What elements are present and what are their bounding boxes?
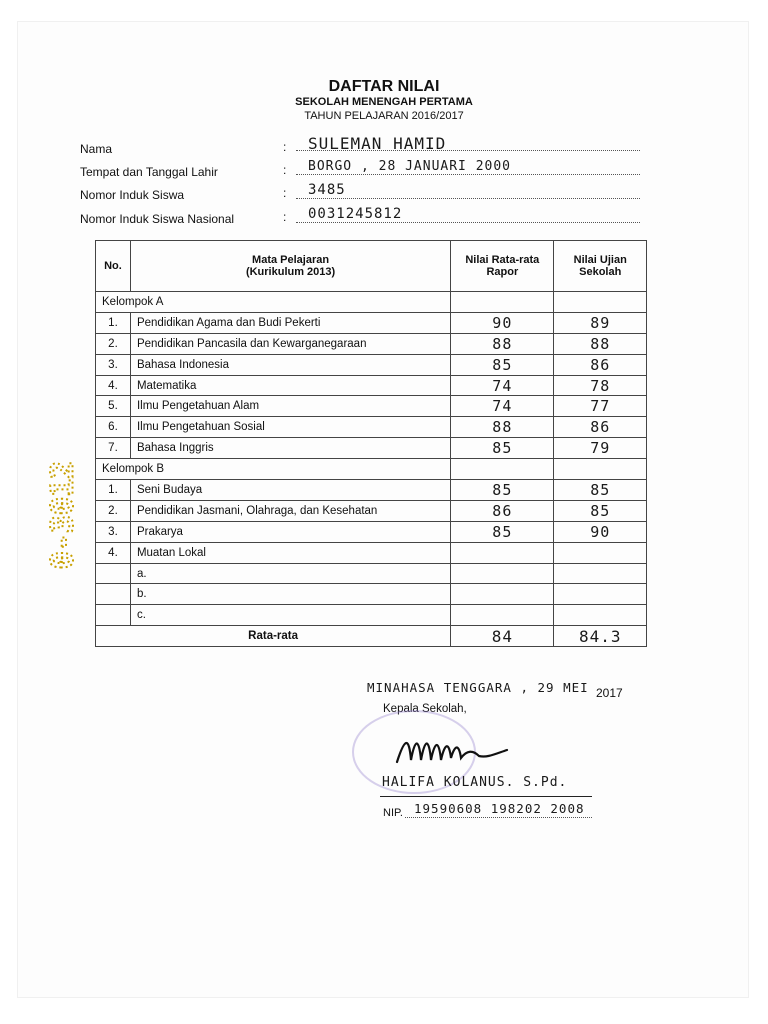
exam-score: 89 [554,312,647,333]
dotted-line [405,817,592,818]
document-title: DAFTAR NILAI [328,78,440,95]
exam-score [554,542,647,563]
header-subject [130,241,450,292]
colon: : [283,210,287,224]
name-label: Nama [80,142,113,156]
row-no: 2. [96,333,131,354]
exam-score: 85 [554,500,647,521]
header-report-line2: Rapor [486,266,519,278]
report-score: 88 [451,333,554,354]
header-subject-line1: Mata Pelajaran [252,254,330,266]
exam-score: 88 [554,333,647,354]
empty-cell [554,459,647,480]
empty-cell [554,563,647,584]
table-header-row [96,241,647,292]
exam-score: 85 [554,480,647,501]
empty-cell [451,605,554,626]
nis-label: Nomor Induk Siswa [80,188,185,202]
average-row [96,626,647,647]
colon: : [283,163,287,177]
table-subrow [96,605,647,626]
row-subject: Muatan Lokal [130,542,450,563]
table-row [96,312,647,333]
exam-score: 79 [554,438,647,459]
empty-cell [451,563,554,584]
table-subrow [96,584,647,605]
exam-score: 78 [554,375,647,396]
empty-cell [554,292,647,313]
group-a-label: Kelompok A [96,292,451,313]
nisn-value: 0031245812 [308,206,403,222]
row-subject: Pendidikan Pancasila dan Kewarganegaraan [130,333,450,354]
dotted-line [296,198,640,199]
row-no: 4. [96,542,131,563]
report-score: 88 [451,417,554,438]
signature-year: 2017 [596,686,623,700]
dotted-line [296,174,640,175]
report-score: 85 [451,480,554,501]
nip-label: NIP. [383,807,403,819]
dotted-line [296,222,640,223]
row-subject: Bahasa Indonesia [130,354,450,375]
principal-name: HALIFA KOLANUS. S.Pd. [382,775,568,790]
birth-label: Tempat dan Tanggal Lahir [80,165,218,179]
colon: : [283,186,287,200]
header-exam-line1: Nilai Ujian [573,254,627,266]
group-row [96,459,647,480]
row-subject: Pendidikan Agama dan Budi Pekerti [130,312,450,333]
dotted-line [296,150,640,151]
academic-year: TAHUN PELAJARAN 2016/2017 [304,110,464,122]
stamp-number-text: 0-3012 [45,460,81,570]
grades-table [95,240,647,647]
empty-cell [451,292,554,313]
empty-cell [96,605,131,626]
report-score: 85 [451,521,554,542]
row-no: 3. [96,354,131,375]
row-no: 5. [96,396,131,417]
exam-score: 86 [554,417,647,438]
table-row [96,417,647,438]
row-no: 3. [96,521,131,542]
row-subject: Matematika [130,375,450,396]
row-no: 2. [96,500,131,521]
stamp-number [44,440,84,590]
average-report: 84 [451,626,554,647]
colon: : [283,140,287,154]
row-subject: Ilmu Pengetahuan Sosial [130,417,450,438]
row-subject: Prakarya [130,521,450,542]
group-b-label: Kelompok B [96,459,451,480]
row-subject: Bahasa Inggris [130,438,450,459]
name-value: SULEMAN HAMID [308,134,447,153]
subrow-label: c. [130,605,450,626]
empty-cell [554,584,647,605]
nisn-label: Nomor Induk Siswa Nasional [80,212,235,226]
header-report [451,241,554,292]
subrow-label: b. [130,584,450,605]
report-score: 90 [451,312,554,333]
group-row [96,292,647,313]
signature-title: Kepala Sekolah, [383,703,467,715]
report-score: 85 [451,354,554,375]
row-subject: Pendidikan Jasmani, Olahraga, dan Kesehatan [130,500,450,521]
header-report-line1: Nilai Rata-rata [465,254,540,266]
table-row [96,480,647,501]
signature-scribble [395,732,515,768]
table-row [96,375,647,396]
header-subject-line2: (Kurikulum 2013) [245,266,336,278]
empty-cell [451,584,554,605]
subrow-label: a. [130,563,450,584]
empty-cell [96,563,131,584]
report-score [451,542,554,563]
row-no: 4. [96,375,131,396]
average-exam: 84.3 [554,626,647,647]
report-score: 74 [451,396,554,417]
row-subject: Seni Budaya [130,480,450,501]
table-row [96,542,647,563]
nip-value: 19590608 198202 2008 [414,801,585,816]
table-row [96,396,647,417]
empty-cell [451,459,554,480]
nis-value: 3485 [308,182,346,198]
row-no: 1. [96,480,131,501]
exam-score: 77 [554,396,647,417]
place-date: MINAHASA TENGGARA , 29 MEI [367,680,589,695]
empty-cell [96,584,131,605]
name-underline [380,796,592,797]
report-score: 74 [451,375,554,396]
row-no: 7. [96,438,131,459]
table-row [96,354,647,375]
table-row [96,438,647,459]
header-exam [554,241,647,292]
exam-score: 90 [554,521,647,542]
row-subject: Ilmu Pengetahuan Alam [130,396,450,417]
average-label: Rata-rata [96,626,451,647]
report-score: 85 [451,438,554,459]
table-subrow [96,563,647,584]
table-row [96,500,647,521]
empty-cell [554,605,647,626]
exam-score: 86 [554,354,647,375]
table-row [96,333,647,354]
table-row [96,521,647,542]
row-no: 6. [96,417,131,438]
header-no: No. [96,241,131,292]
report-score: 86 [451,500,554,521]
school-level: SEKOLAH MENENGAH PERTAMA [295,96,473,108]
birth-value: BORGO , 28 JANUARI 2000 [308,159,512,174]
header-exam-line2: Sekolah [579,266,622,278]
row-no: 1. [96,312,131,333]
